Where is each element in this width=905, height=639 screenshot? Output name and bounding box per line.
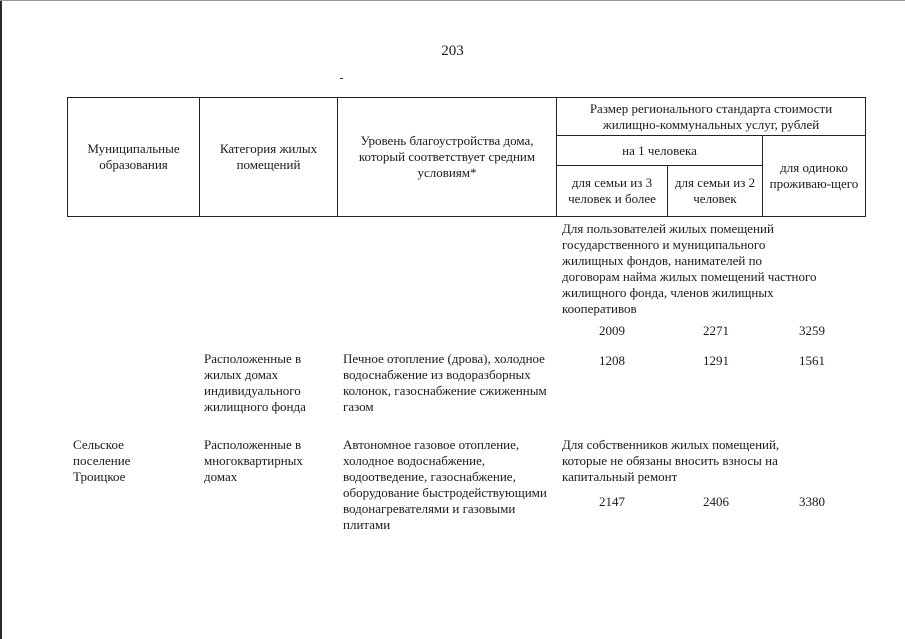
header-family2: для семьи из 2 человек [668,166,763,217]
header-level: Уровень благоустройства дома, который соответствует средним условиям* [338,98,557,217]
level-individual: Печное отопление (дрова), холодное водоснабжение из водоразборных колонок, газоснабжение сжиженным газом [343,351,547,414]
page-number: 203 [441,43,464,59]
header-category: Категория жилых помещений [200,98,338,217]
header-family3: для семьи из 3 человек и более [557,166,668,217]
header-standard-size: Размер регионального стандарта стоимости жилищно-коммунальных услуг, рублей [557,98,866,136]
header-single: для одиноко проживаю-щего [763,136,866,217]
value-family3: 2147 [599,494,625,509]
level-apartment: Автономное газовое отопление, холодное водоснабжение, водоотведение, газоснабжение, оборудование быстродействующими водонагревателями и газовыми плитами [343,437,547,532]
scan-mark [340,78,343,79]
municipal-troitskoe: Сельское поселение Троицкое [73,437,131,484]
page-left-edge [0,0,2,639]
section-title-owners: Для собственников жилых помещений, которые не обязаны вносить взносы на капитальный ремонт [562,437,780,484]
table-header [67,97,866,217]
value-family3: 2009 [599,323,625,338]
value-single: 1561 [799,353,825,368]
header-per-person: на 1 человека [557,136,763,166]
section-title-users: Для пользователей жилых помещений государственного и муниципального жилищных фондов, нанимателей по договорам найма жилых помещений частного жилищного фонда, членов жилищных кооперативов [562,221,817,316]
value-family2: 2271 [703,323,729,338]
value-single: 3380 [799,494,825,509]
value-single: 3259 [799,323,825,338]
page-top-edge [0,0,905,1]
header-municipal: Муниципальные образования [68,98,200,217]
value-family3: 1208 [599,353,625,368]
value-family2: 1291 [703,353,729,368]
category-apartment: Расположенные в многоквартирных домах [204,437,303,484]
category-individual: Расположенные в жилых домах индивидуального жилищного фонда [204,351,306,414]
value-family2: 2406 [703,494,729,509]
